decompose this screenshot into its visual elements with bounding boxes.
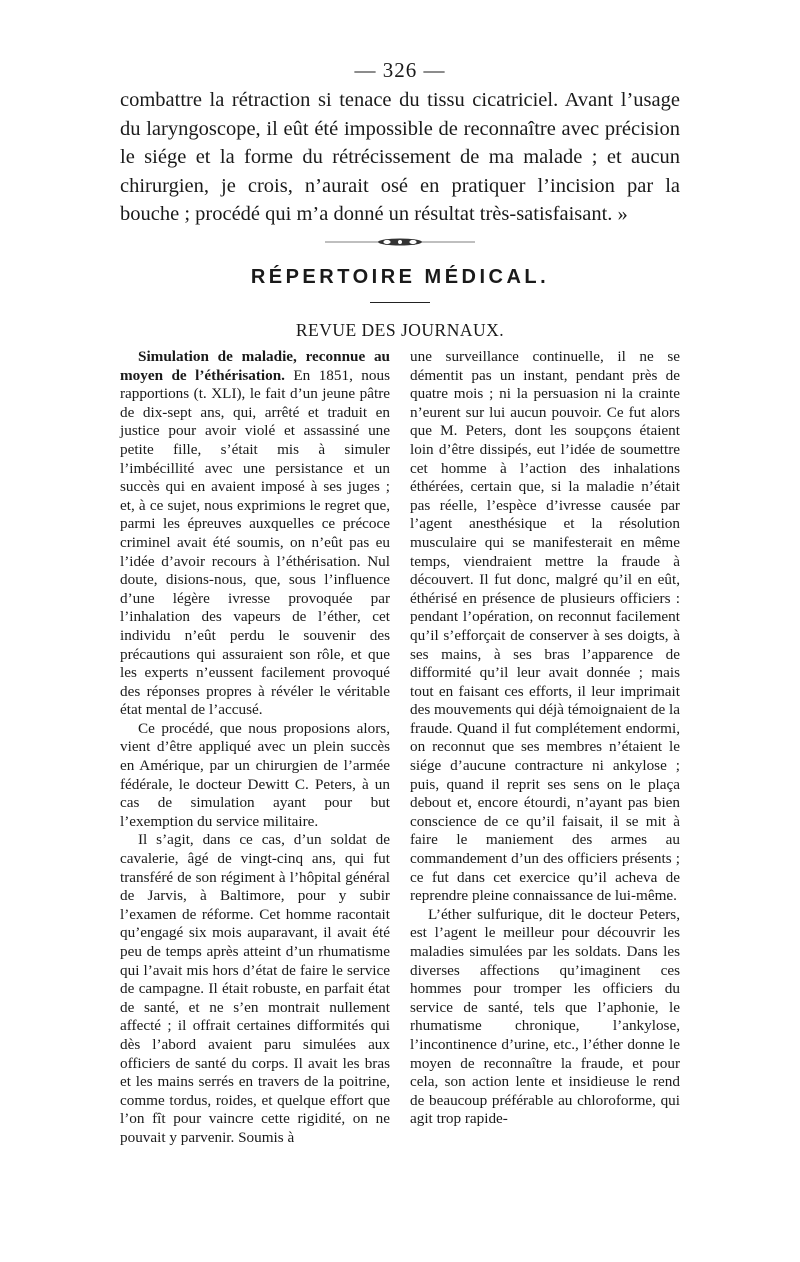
- intro-text: combattre la rétraction si tenace du tissu cicatriciel. Avant l’usage du laryngoscope, il eût été impossible de reconnaître avec précision le siége et la forme du rétrécissement de ma malade ; et aucun chirurgien, je crois, n’aurait osé en pratiquer l’incision par la bouche ; procédé qui m’a donné un résultat très-satisfaisant. »: [120, 89, 680, 225]
- left-paragraph-1: [120, 348, 390, 720]
- left-paragraph-3: Il s’agit, dans ce cas, d’un soldat de cavalerie, âgé de vingt-cinq ans, qui fut transféré de son régiment à l’hôpital général de Jarvis, à Baltimore, pour y subir l’examen de réforme. Cet homme racontait qu’engagé six mois auparavant, il avait été peu de temps après atteint d’un rhumatisme qui l’avait mis hors d’état de faire le service de campagne. Il était robuste, en parfait état de santé, et ne s’en montrait nullement affecté ; il offrait certaines difformités qui dès l’abord avaient paru simulées aux officiers de santé du corps. Il avait les bras et les mains serrés en travers de la poitrine, comme tordus, roides, et quelque effort que l’on fît pour vaincre cette rigidité, on ne pouvait y parvenir. Soumis à: [120, 831, 390, 1146]
- title-rule: [370, 302, 430, 303]
- left-paragraph-2: Ce procédé, que nous proposions alors, vient d’être appliqué avec un plein succès en Amérique, par un chirurgien de l’armée fédérale, le docteur Dewitt C. Peters, à un cas de simulation ayant pour but l’exemption du service militaire.: [120, 719, 390, 830]
- subsection-title: REVUE DES JOURNAUX.: [295, 320, 505, 340]
- right-column: [410, 348, 680, 1129]
- intro-paragraph: [120, 86, 680, 229]
- right-paragraph-2: L’éther sulfurique, dit le docteur Peters, est l’agent le meilleur pour découvrir les maladies simulées par les soldats. Dans les diverses affections qu’imaginent ces hommes pour tromper les officiers du service de santé, tels que l’aphonie, le rhumatisme chronique, l’ankylose, l’incontinence d’urine, etc., l’éther donne le moyen de reconnaître la fraude, et pour cela, son action lente et insidieuse le rend de beaucoup préférable au chloroforme, qui agit trop rapide-: [410, 905, 680, 1128]
- right-paragraph-1: une surveillance continuelle, il ne se démentit pas un instant, pendant près de quatre mois ; ni la persuasion ni la crainte n’eurent sur lui aucun pouvoir. Ce fut alors que M. Peters, dont les soupçons étaient loin d’être dissipés, eut l’idée de soumettre cet homme à l’action des inhalations éthérées, certain que, si la maladie n’était pas réelle, l’espèce d’ivresse causée par l’agent anesthésique et la résolution musculaire qui se manifesterait en même temps, viendraient mettre la fraude à découvert. Il fut donc, malgré qu’il en eût, éthérisé en présence de plusieurs officiers : pendant l’opération, on reconnut facilement qu’il s’efforçait de conserver à ses doigts, à ses mains, à ses bras l’apparence de difformité qu’il leur avait donnée ; mais tout en faisant ces efforts, il leur imprimait des mouvements qui déjà témoignaient de la fraude. Quand il fut complétement endormi, on reconnut que ses membres n’étaient le siége d’aucune contracture ni ankylose ; puis, quand il reprit ses sens on le plaça debout et, encore étourdi, n’ayant pas bien conscience de ce qu’il faisait, il se mit à faire le maniement des armes au commandement d’un des officiers présents ; ce fut dans cet exercice qu’il acheva de reprendre pleine connaissance de lui-même.: [410, 348, 680, 905]
- left-paragraph-1-text: En 1851, nous rapportions (t. XLI), le fait d’un jeune pâtre de dix-sept ans, qui, arrêté et traduit en justice pour avoir violé et assassiné une petite fille, s’était mis à simuler l’imbécillité avec une persistance et un succès qui en avaient imposé à ses juges ; et, à ce sujet, nous exprimions le regret que, parmi les épreuves auxquelles ce précoce criminel avait été soumis, on n’eût pas eu l’idée d’avoir recours à l’éthérisation. Nul doute, disions-nous, que, sous l’influence d’une légère ivresse provoquée par l’inhalation des vapeurs de l’éther, cet individu n’eût perdu le souvenir des précautions qui assuraient son rôle, et que les experts n’eussent facilement provoqué des réponses propres à révéler le véritable état mental de l’accusé.: [120, 366, 390, 719]
- left-column: [120, 348, 390, 1148]
- article-title: Simulation de maladie, reconnue au moyen de l’éthérisation.: [120, 348, 390, 384]
- ornament-divider: [325, 236, 475, 248]
- section-title: RÉPERTOIRE MÉDICAL.: [250, 266, 550, 288]
- page-number: — 326 —: [354, 58, 446, 82]
